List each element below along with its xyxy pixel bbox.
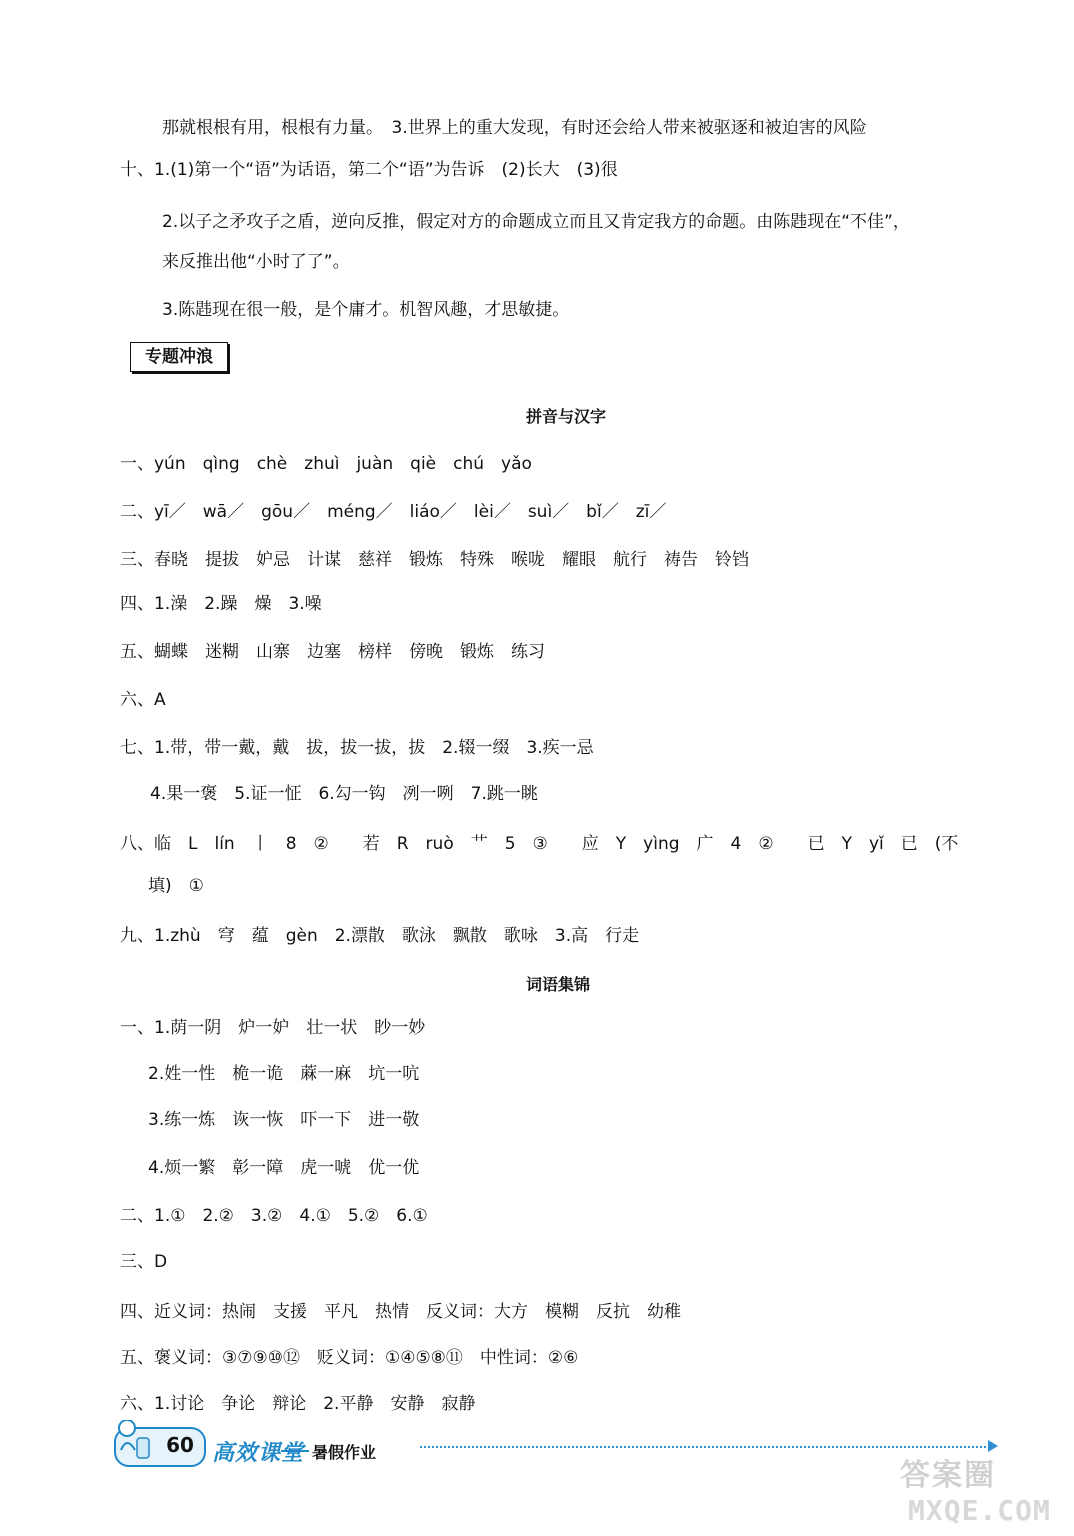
- watermark-text: 答案圈: [900, 1458, 996, 1493]
- answer-line: 五、蝴蝶 迷糊 山寨 边塞 榜样 傍晚 锻炼 练习: [120, 642, 545, 662]
- footer-dash: [281, 1450, 309, 1452]
- answer-line: 六、A: [120, 690, 166, 710]
- answer-line: 十、1.(1)第一个“语”为话语，第二个“语”为告诉 (2)长大 (3)很: [120, 160, 618, 180]
- heading-ciyu-jijin: 词语集锦: [526, 975, 591, 994]
- answer-line: 二、yī／ wā／ gōu／ méng／ liáo／ lèi／ suì／ bǐ／ zī／: [120, 502, 667, 522]
- footer-dotted-rule: [420, 1446, 990, 1448]
- answer-line: 一、1.荫一阴 炉一妒 壮一状 眇一妙: [120, 1018, 426, 1038]
- answer-line: 二、1.① 2.② 3.② 4.① 5.② 6.①: [120, 1206, 428, 1226]
- answer-line: 五、褒义词：③⑦⑨⑩⑫ 贬义词：①④⑤⑧⑪ 中性词：②⑥: [120, 1348, 579, 1368]
- watermark-url: MXQE.COM: [908, 1494, 1051, 1527]
- answer-line: 三、D: [120, 1252, 168, 1272]
- answer-line: 4.烦一繁 彰一障 虎一唬 优一优: [148, 1158, 420, 1178]
- answer-line: 九、1.zhù 穹 蕴 gèn 2.漂散 歌泳 飘散 歌咏 3.高 行走: [120, 926, 640, 946]
- answer-line: 4.果一褒 5.证一怔 6.勾一钩 冽一咧 7.跳一眺: [150, 784, 538, 804]
- page-number: 60: [166, 1433, 194, 1457]
- answer-line: 七、1.带，带一戴，戴 拔，拔一拔，拔 2.辍一缀 3.疾一忌: [120, 738, 594, 758]
- answer-line: 八、临 L lín 丨 8 ② 若 R ruò 艹 5 ③ 应 Y yìng 广 4 ② 已 Y yǐ 已 (不: [120, 834, 959, 854]
- answer-line: 那就根根有用，根根有力量。 3.世界上的重大发现，有时还会给人带来被驱逐和被迫害的风险: [162, 118, 867, 138]
- answer-line: 2.姓一性 桅一诡 蔴一麻 坑一吭: [148, 1064, 420, 1084]
- answer-line: 3.练一炼 诙一恢 吓一下 进一敬: [148, 1110, 420, 1130]
- answer-line: 四、1.澡 2.躁 燥 3.噪: [120, 594, 322, 614]
- answer-line: 一、yún qìng chè zhuì juàn qiè chú yǎo: [120, 454, 532, 474]
- answer-line: 来反推出他“小时了了”。: [162, 252, 350, 272]
- answer-line: 六、1.讨论 争论 辩论 2.平静 安静 寂静: [120, 1394, 476, 1414]
- answer-line: 2.以子之矛攻子之盾，逆向反推，假定对方的命题成立而且又肯定我方的命题。由陈韪现在“不佳”，: [162, 212, 910, 232]
- section-label-zhuanti: 专题冲浪: [130, 342, 228, 372]
- answer-line: 3.陈韪现在很一般，是个庸才。机智风趣，才思敏捷。: [162, 300, 570, 320]
- brand-title: 高效课堂: [212, 1441, 305, 1466]
- answer-line: 填) ①: [148, 876, 204, 896]
- answer-line: 三、春晓 提拔 妒忌 计谋 慈祥 锻炼 特殊 喉咙 耀眼 航行 祷告 铃铛: [120, 550, 749, 570]
- footer-subtitle: 暑假作业: [312, 1443, 377, 1462]
- heading-pinyin-hanzi: 拼音与汉字: [526, 407, 607, 426]
- answer-line: 四、近义词：热闹 支援 平凡 热情 反义词：大方 模糊 反抗 幼稚: [120, 1302, 681, 1322]
